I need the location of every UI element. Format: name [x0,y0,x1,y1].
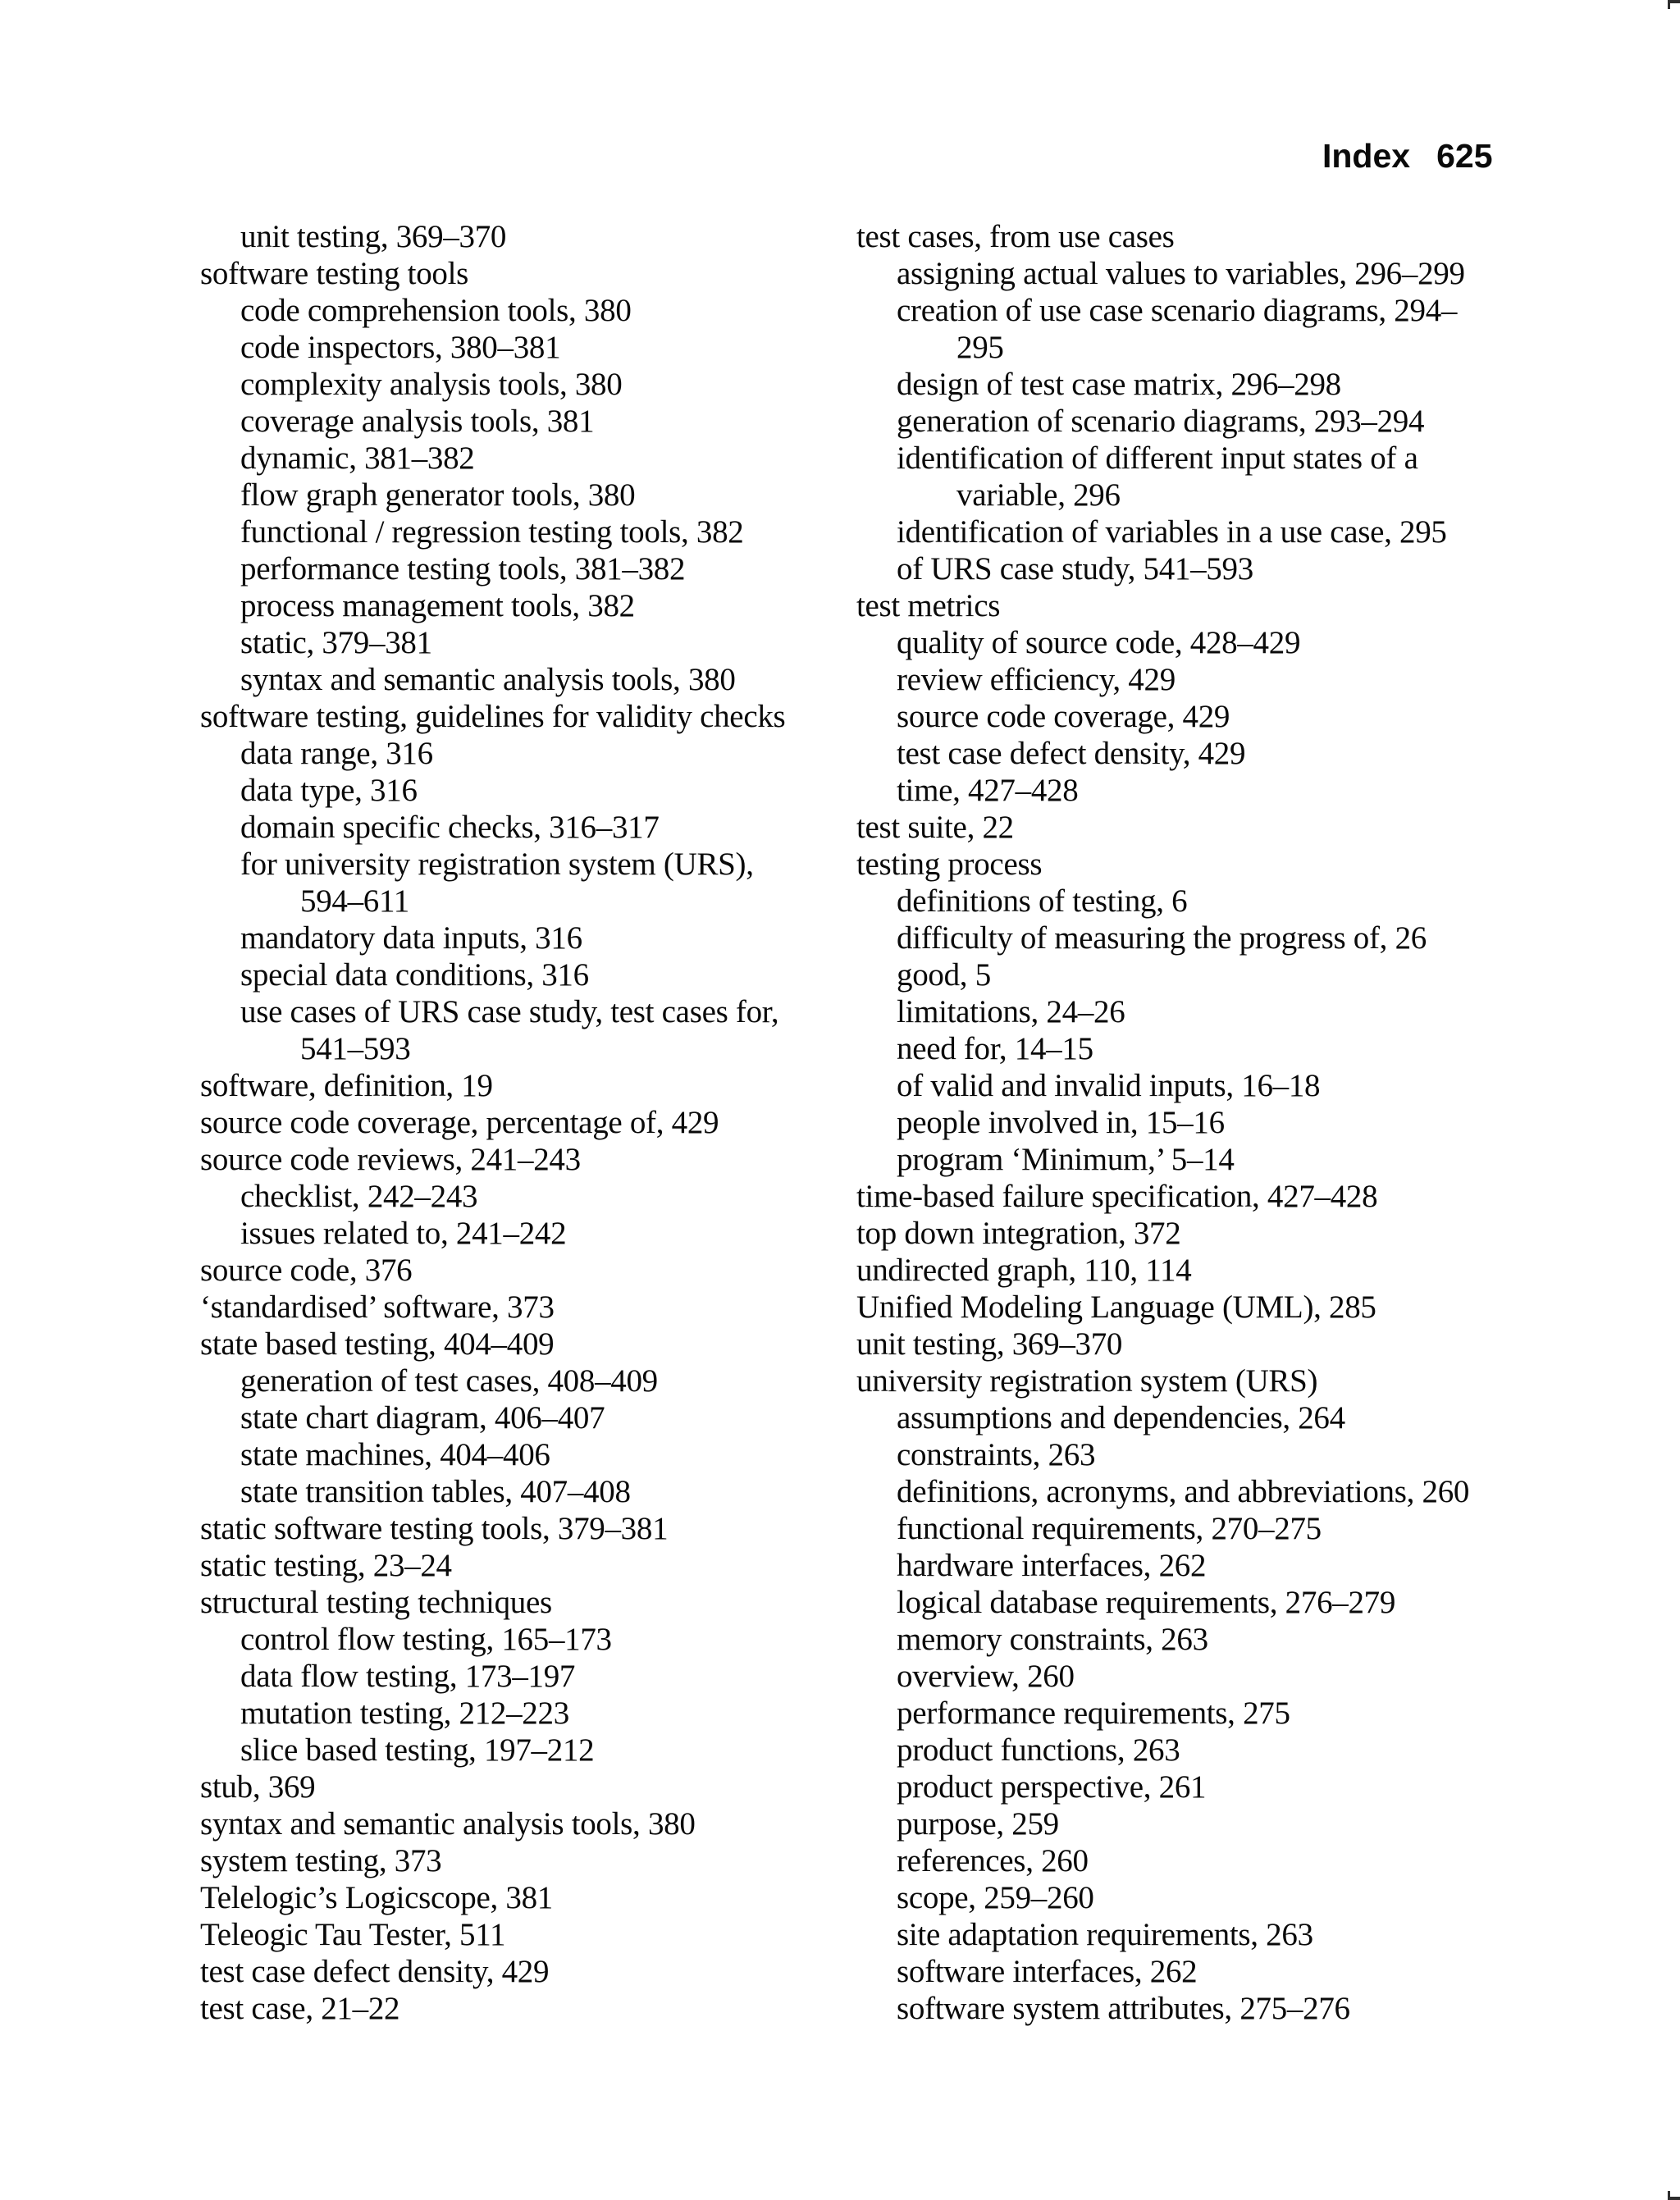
index-entry: source code coverage, 429 [897,699,1230,734]
index-entry: performance testing tools, 381–382 [240,551,686,587]
index-column-left [200,218,865,2027]
index-entry: complexity analysis tools, 380 [240,367,623,402]
index-entry: need for, 14–15 [897,1031,1093,1066]
index-entry: use cases of URS case study, test cases for, [240,994,779,1029]
page-number: 625 [1436,137,1493,175]
index-entry: generation of test cases, 408–409 [240,1363,658,1399]
index-entry: mandatory data inputs, 316 [240,920,582,956]
index-entry: domain specific checks, 316–317 [240,810,660,845]
index-entry: time-based failure specification, 427–428 [856,1179,1378,1214]
index-entry: 594–611 [300,883,409,919]
index-heading: Index [1322,137,1411,175]
index-entry: identification of different input states of a [897,440,1418,476]
index-entry: university registration system (URS) [856,1363,1318,1399]
index-entry: time, 427–428 [897,773,1079,808]
index-entry: people involved in, 15–16 [897,1105,1225,1140]
index-entry: state machines, 404–406 [240,1437,550,1472]
index-entry: software testing tools [200,256,469,291]
index-entry: for university registration system (URS), [240,847,754,882]
index-entry: syntax and semantic analysis tools, 380 [240,662,736,697]
index-entry: Teleogic Tau Tester, 511 [200,1917,506,1952]
index-entry: data type, 316 [240,773,418,808]
index-entry: assigning actual values to variables, 296–299 [897,256,1465,291]
index-entry: product perspective, 261 [897,1769,1207,1805]
index-entry: unit testing, 369–370 [240,219,507,254]
index-entry: identification of variables in a use case, 295 [897,514,1447,550]
index-entry: slice based testing, 197–212 [240,1732,595,1768]
index-entry: site adaptation requirements, 263 [897,1917,1313,1952]
index-entry: difficulty of measuring the progress of, 26 [897,920,1427,956]
index-entry: source code, 376 [200,1253,413,1288]
index-entry: system testing, 373 [200,1843,442,1878]
index-entry: ‘standardised’ software, 373 [200,1289,555,1325]
index-entry: Telelogic’s Logicscope, 381 [200,1880,553,1915]
index-entry: stub, 369 [200,1769,316,1805]
index-entry: product functions, 263 [897,1732,1180,1768]
index-entry: review efficiency, 429 [897,662,1176,697]
index-entry: code comprehension tools, 380 [240,293,632,328]
index-entry: issues related to, 241–242 [240,1216,567,1251]
index-entry: flow graph generator tools, 380 [240,477,636,513]
index-entry: memory constraints, 263 [897,1622,1208,1657]
index-entry: testing process [856,847,1043,882]
index-entry: process management tools, 382 [240,588,635,623]
index-entry: structural testing techniques [200,1585,552,1620]
index-entry: source code reviews, 241–243 [200,1142,581,1177]
index-entry: logical database requirements, 276–279 [897,1585,1396,1620]
index-entry: software testing, guidelines for validity checks [200,699,786,734]
index-entry: good, 5 [897,957,991,993]
index-entry: syntax and semantic analysis tools, 380 [200,1806,696,1842]
index-entry: design of test case matrix, 296–298 [897,367,1341,402]
index-entry: special data conditions, 316 [240,957,589,993]
index-entry: state based testing, 404–409 [200,1326,555,1362]
index-entry: generation of scenario diagrams, 293–294 [897,404,1425,439]
index-entry: purpose, 259 [897,1806,1059,1842]
index-entry: data flow testing, 173–197 [240,1659,576,1694]
index-entry: top down integration, 372 [856,1216,1181,1251]
index-entry: data range, 316 [240,736,433,771]
page-header [1322,138,1493,174]
index-entry: assumptions and dependencies, 264 [897,1400,1345,1435]
index-entry: dynamic, 381–382 [240,440,475,476]
index-entry: static, 379–381 [240,625,432,660]
index-entry: state transition tables, 407–408 [240,1474,631,1509]
index-entry: performance requirements, 275 [897,1696,1290,1731]
index-entry: test metrics [856,588,1001,623]
index-entry: constraints, 263 [897,1437,1096,1472]
index-entry: limitations, 24–26 [897,994,1125,1029]
index-entry: control flow testing, 165–173 [240,1622,612,1657]
index-entry: code inspectors, 380–381 [240,330,561,365]
index-entry: static software testing tools, 379–381 [200,1511,669,1546]
index-entry: functional requirements, 270–275 [897,1511,1322,1546]
index-column-right [856,218,1562,2027]
index-entry: coverage analysis tools, 381 [240,404,595,439]
scan-crop-mark-bottom-right [1668,2191,1680,2200]
index-entry: references, 260 [897,1843,1089,1878]
index-entry: checklist, 242–243 [240,1179,478,1214]
index-entry: test case defect density, 429 [200,1954,550,1989]
index-entry: undirected graph, 110, 114 [856,1253,1192,1288]
index-entry: hardware interfaces, 262 [897,1548,1207,1583]
index-entry: state chart diagram, 406–407 [240,1400,605,1435]
scan-crop-mark-top-right [1668,0,1680,9]
index-entry: Unified Modeling Language (UML), 285 [856,1289,1376,1325]
index-entry: 295 [956,330,1004,365]
index-entry: unit testing, 369–370 [856,1326,1123,1362]
index-entry: of valid and invalid inputs, 16–18 [897,1068,1321,1103]
index-entry: 541–593 [300,1031,411,1066]
index-entry: variable, 296 [956,477,1121,513]
index-entry: definitions, acronyms, and abbreviations, 260 [897,1474,1470,1509]
index-entry: creation of use case scenario diagrams, 294– [897,293,1458,328]
index-entry: test cases, from use cases [856,219,1175,254]
index-entry: software interfaces, 262 [897,1954,1198,1989]
index-entry: static testing, 23–24 [200,1548,452,1583]
index-entry: quality of source code, 428–429 [897,625,1301,660]
index-entry: software, definition, 19 [200,1068,493,1103]
index-entry: test suite, 22 [856,810,1014,845]
index-entry: test case, 21–22 [200,1991,400,2026]
index-entry: software system attributes, 275–276 [897,1991,1350,2026]
index-entry: test case defect density, 429 [897,736,1246,771]
index-entry: source code coverage, percentage of, 429 [200,1105,719,1140]
index-entry: overview, 260 [897,1659,1075,1694]
index-entry: of URS case study, 541–593 [897,551,1253,587]
index-entry: scope, 259–260 [897,1880,1094,1915]
index-entry: mutation testing, 212–223 [240,1696,569,1731]
index-entry: program ‘Minimum,’ 5–14 [897,1142,1235,1177]
index-entry: functional / regression testing tools, 382 [240,514,744,550]
index-entry: definitions of testing, 6 [897,883,1188,919]
